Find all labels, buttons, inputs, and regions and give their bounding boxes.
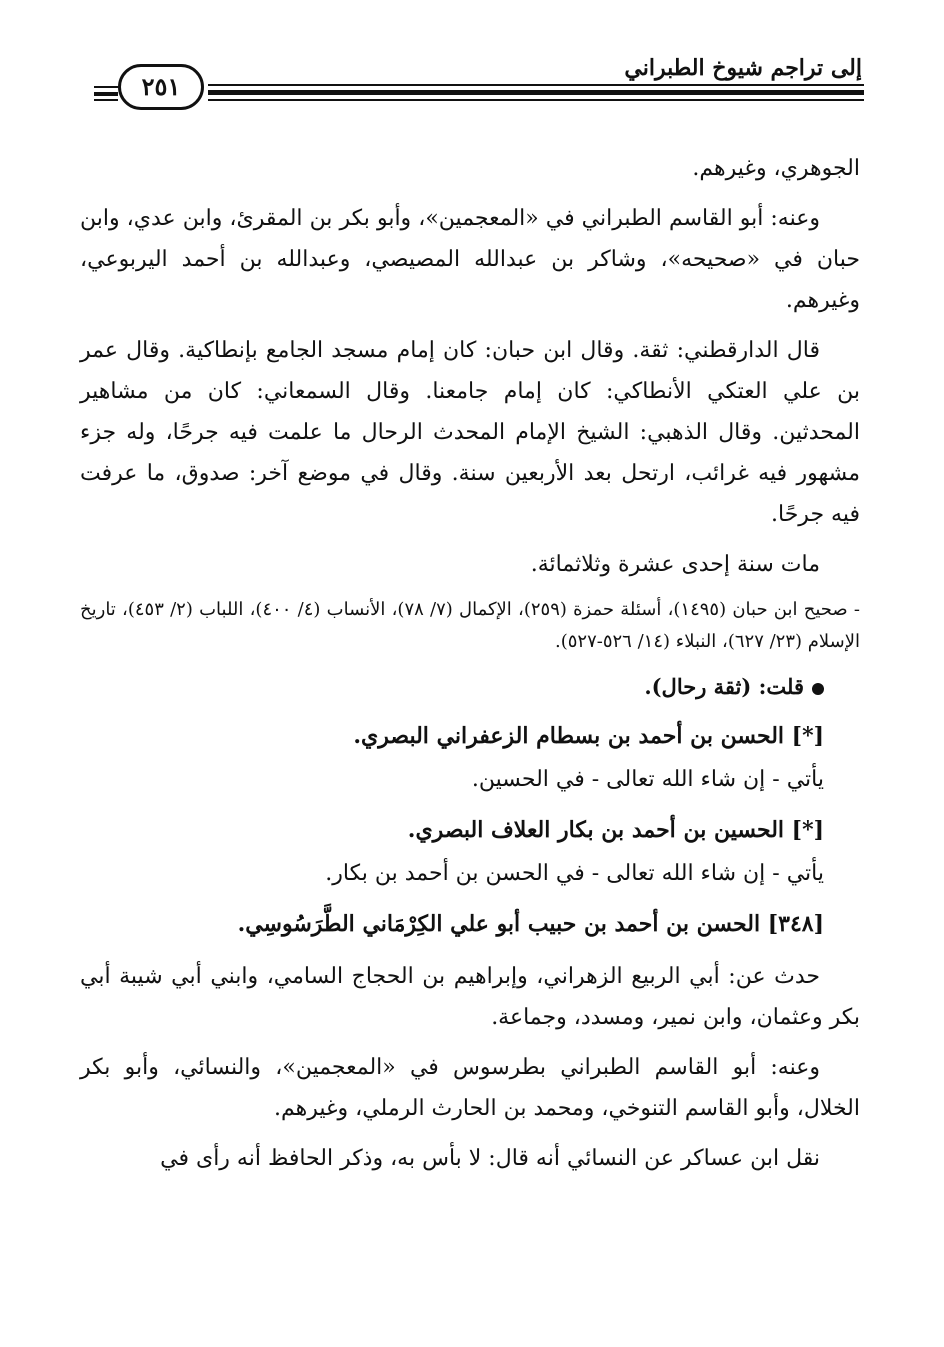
- sources-footnote: - صحيح ابن حبان (١٤٩٥)، أسئلة حمزة (٢٥٩)، الإكمال (٧/ ٧٨)، الأنساب (٤/ ٤٠٠)، اللباب (٢/ ٤٥٣)، تاريخ الإسلام (٢٣/ ٦٢٧)، النبلاء (١٤/ ٥٢٦-٥٢٧).: [80, 599, 860, 652]
- bullet-icon: [812, 683, 824, 695]
- header-rule-stub: [94, 92, 118, 96]
- header-rule-stub: [94, 86, 118, 88]
- paragraph-teachers: حدث عن: أبي الربيع الزهراني، وإبراهيم بن الحجاج السامي، وابني أبي شيبة أبي بكر وعثمان، وابن نمير، ومسدد، وجماعة.: [80, 964, 860, 1030]
- main-text: [80, 148, 860, 1188]
- paragraph-students: وعنه: أبو القاسم الطبراني بطرسوس في «المعجمين»، والنسائي، وأبو بكر الخلال، وأبو القاسم التنوخي، ومحمد بن الحارث الرملي، وغيرهم.: [80, 1055, 860, 1121]
- paragraph-assessment: قال الدارقطني: ثقة. وقال ابن حبان: كان إمام مسجد الجامع بإنطاكية. وقال عمر بن علي العتكي الأنطاكي: كان إمام جامعنا. وقال السمعاني: كان من مشاهير المحدثين. وقال الذهبي: الشيخ الإمام المحدث الرحال ما علمت فيه جرحًا، وله جزء مشهور فيه غرائب، ارتحل بعد الأربعين سنة. وقال في موضع آخر: صدوق، ما عرفت فيه جرحًا.: [80, 338, 860, 527]
- author-note: [80, 668, 860, 706]
- entry-crossref: يأتي - إن شاء الله تعالى - في الحسن بن أحمد بن بكار.: [325, 861, 824, 886]
- page-number: ٢٥١: [118, 64, 204, 110]
- header-rule: [208, 99, 864, 101]
- entry-crossref: يأتي - إن شاء الله تعالى - في الحسين.: [471, 767, 824, 792]
- paragraph-students: وعنه: أبو القاسم الطبراني في «المعجمين»، وأبو بكر بن المقرئ، وابن عدي، وابن حبان في «صحيحه»، وشاكر بن عبدالله المصيصي، وعبدالله بن أحمد اليربوعي، وغيرهم.: [80, 206, 860, 313]
- entry-heading: [*] الحسن بن أحمد بن بسطام الزعفراني البصري.: [353, 723, 824, 749]
- header-rule-stub: [94, 99, 118, 101]
- author-note-text: قلت: (ثقة رحال).: [644, 674, 804, 699]
- running-title: إلى تراجم شيوخ الطبراني: [624, 55, 862, 81]
- header-rule: [208, 90, 864, 95]
- paragraph-death: مات سنة إحدى عشرة وثلاثمائة.: [530, 552, 820, 577]
- entry-heading: [*] الحسين بن أحمد بن بكار العلاف البصري.: [407, 817, 824, 843]
- paragraph-assessment: نقل ابن عساكر عن النسائي أنه قال: لا بأس به، وذكر الحافظ أنه رأى في: [160, 1146, 820, 1171]
- paragraph-continuation: الجوهري، وغيرهم.: [692, 156, 860, 181]
- header-rule: [208, 84, 864, 86]
- entry-heading: [٣٤٨] الحسن بن أحمد بن حبيب أبو علي الكِرْمَاني الطَّرَسُوسِي.: [237, 911, 824, 937]
